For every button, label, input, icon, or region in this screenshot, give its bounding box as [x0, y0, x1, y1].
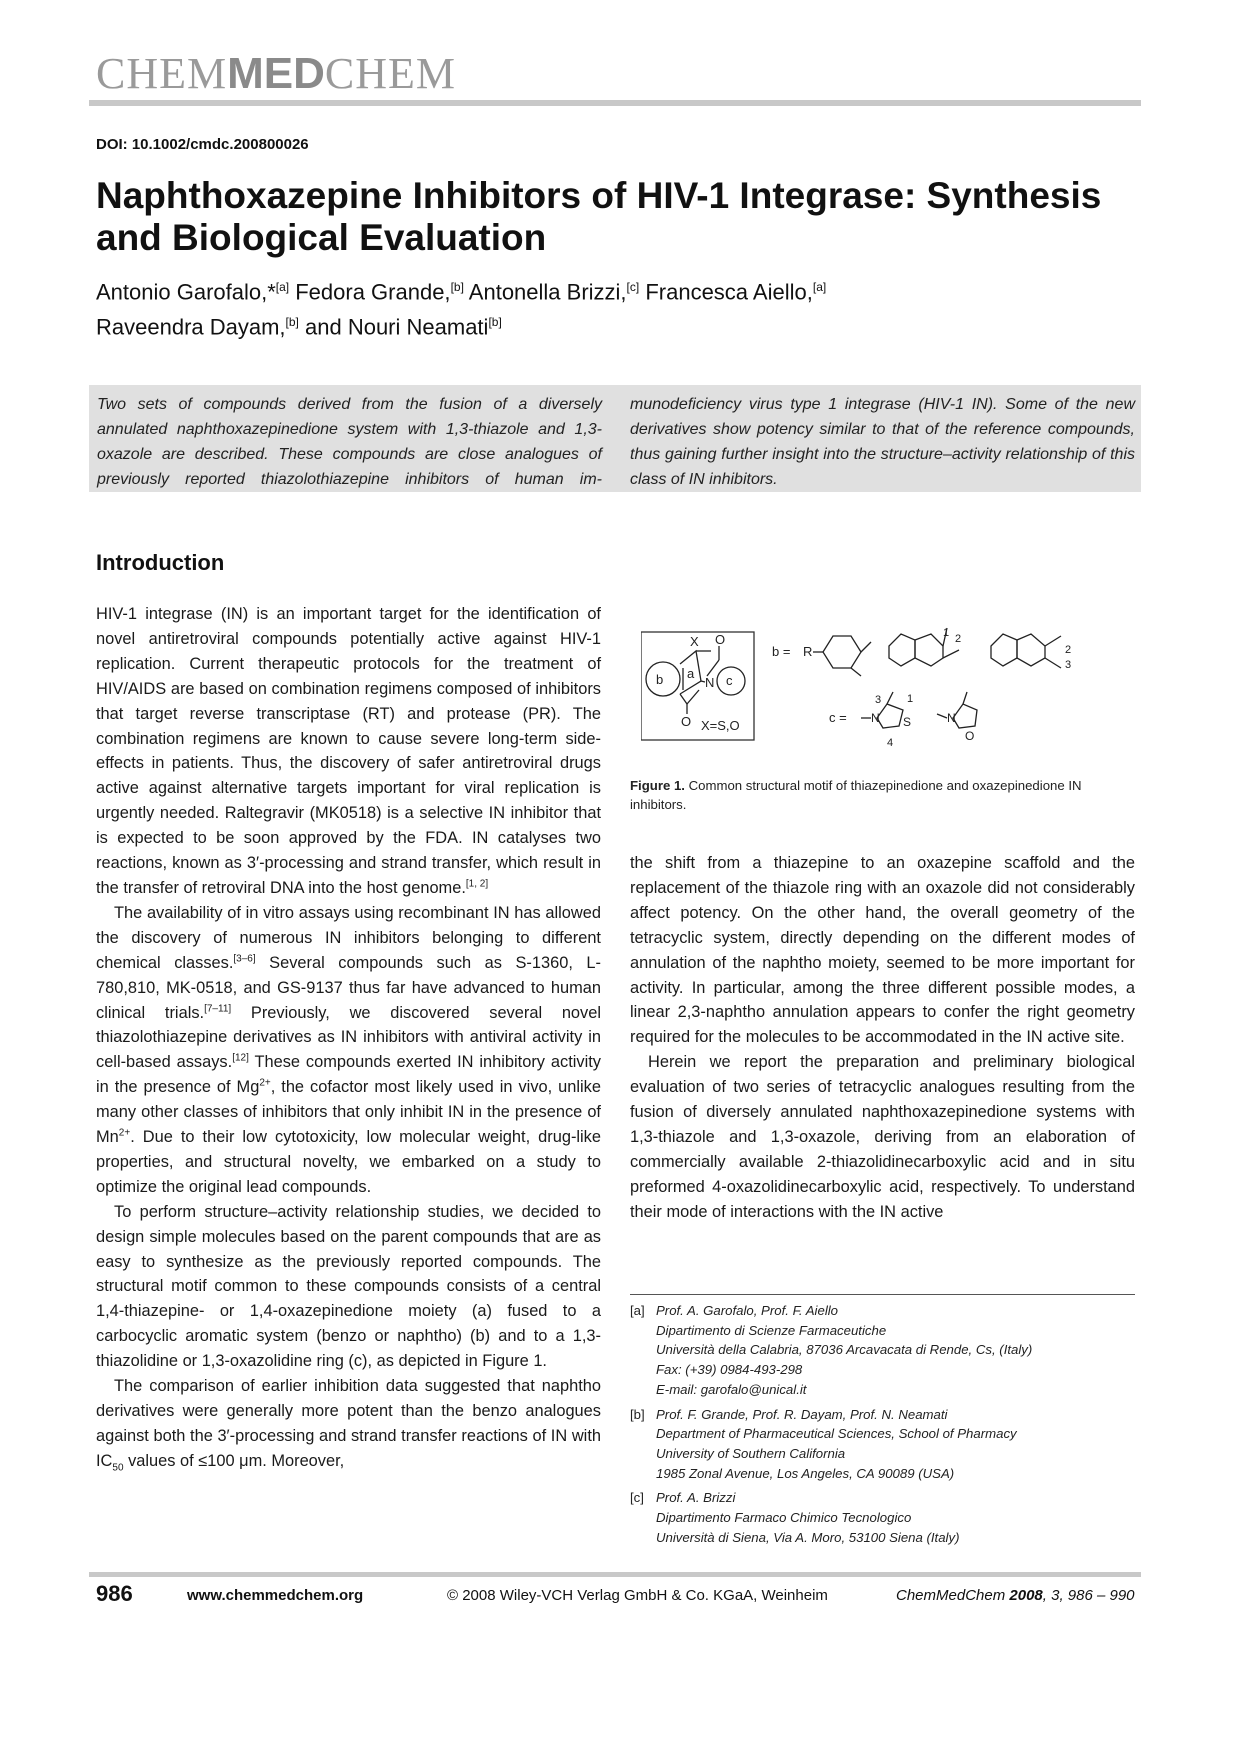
- author: Raveendra Dayam,: [96, 314, 286, 340]
- paragraph: The availability of in vitro assays using recombinant IN has allowed the discovery of numerous IN inhibitors belonging to different chemical classes.[3–6] Several compounds such as S-1360, L-780,810, MK-0518, and GS-9137 thus far have advanced to human clinical trials.[7–11] Previously, we discovered several novel thiazolothiazepine derivatives as IN inhibitors with antiviral activity in cell-based assays.[12] These compounds exerted IN inhibitory activity in the presence of $Mg^{2+}$, the cofactor most likely used in vivo, unlike many other classes of inhibitors that only inhibit IN in the presence of $Mn^{2+}$. Due to their low cytotoxicity, low molecular weight, drug-like properties, and structural novelty, we embarked on a study to optimize the original lead compounds.: [96, 903, 602, 1196]
- paragraph: Herein we report the preparation and preliminary biological evaluation of two series of tetracyclic analogues resulting from the fusion of diversely annulated naphthoxazepinedione systems with 1,3-thiazole and 1,3-oxazole, deriving from an elaboration of commercially available 2-thiazolidinecarboxylic acid and in situ preformed 4-oxazolidinecarboxylic acid, respectively. To understand their mode of interactions with the IN active: [630, 1053, 1135, 1221]
- author: Antonella Brizzi,: [463, 279, 627, 305]
- svg-text:N: N: [947, 711, 956, 725]
- copyright: © 2008 Wiley-VCH Verlag GmbH & Co. KGaA, Weinheim: [447, 1587, 828, 1604]
- footnote-rule: [630, 1294, 1135, 1295]
- svg-text:N: N: [871, 711, 880, 725]
- svg-text:3: 3: [875, 694, 882, 706]
- right-column: [630, 851, 1135, 1225]
- svg-text:S: S: [903, 715, 912, 729]
- author-list: Antonio Garofalo,*[a] Fedora Grande,[b] Antonella Brizzi,[c] Francesca Aiello,[a] Raveendra Dayam,[b] and Nouri Neamati[b]: [96, 279, 827, 340]
- author: and Nouri Neamati: [298, 314, 489, 340]
- svg-text:X=S,O: X=S,O: [701, 718, 740, 733]
- svg-text:1: 1: [907, 693, 914, 705]
- paragraph: the shift from a thiazepine to an oxazepine scaffold and the replacement of the thiazole ring with an oxazole did not considerably affect potency. On the other hand, the overall geometry of the tetracyclic system, directly depending on the different modes of annulation of the naphtho moiety, seemed to be more important for activity. In particular, among the three different possible modes, a linear 2,3-naphtho annulation appears to confer the right geometry required for the molecules to be accommodated in the IN active site.: [630, 854, 1135, 1047]
- doi: DOI: 10.1002/cmdc.200800026: [96, 136, 309, 153]
- svg-text:c =: c =: [829, 710, 847, 725]
- svg-text:R: R: [803, 644, 813, 659]
- abstract-column-2: munodeficiency virus type 1 integrase (HIV-1 IN). Some of the new derivatives show potency similar to that of the reference compounds, thus gaining further insight into the structure–activity relationship of this class of IN inhibitors.: [630, 396, 1135, 488]
- author: Antonio Garofalo,*: [96, 279, 276, 305]
- footnote: [a] Prof. A. Garofalo, Prof. F. Aiello Dipartimento di Scienze Farmaceutiche Università della Calabria, 87036 Arcavacata di Rende, Cs, (Italy) Fax: (+39) 0984-493-298 E-mail: garofalo@unical.it: [630, 1301, 1140, 1400]
- svg-text:X: X: [690, 634, 699, 649]
- svg-text:b: b: [656, 672, 664, 687]
- svg-text:3: 3: [1065, 659, 1072, 671]
- email-link[interactable]: E-mail: garofalo@unical.it: [656, 1381, 807, 1397]
- svg-text:O: O: [715, 632, 726, 647]
- abstract-column-1: Two sets of compounds derived from the fusion of a diversely annulated naphthoxazepinedione system with 1,3-thiazole and 1,3-oxazole are described. These compounds are close analogues of previously reported thiazolothiazepine inhibitors of human im-: [97, 396, 602, 488]
- svg-text:1: 1: [943, 627, 950, 639]
- footer-rule: [89, 1572, 1141, 1577]
- left-column: [96, 602, 601, 1474]
- svg-text:O: O: [965, 729, 975, 743]
- journal-logo: CHEMMEDCHEM: [96, 49, 457, 98]
- paragraph: HIV-1 integrase (IN) is an important target for the identification of novel antiretroviral compounds potentially active against HIV-1 replication. Current therapeutic protocols for the treatment of HIV/AIDS are based on combination regimens composed of inhibitors that target reverse transcriptase (RT) and protease (PR). The combination regimens are known to cause severe long-term side-effects in patients. Thus, the discovery of safer antiretroviral drugs active against alternative targets important for viral replication is urgently needed. Raltegravir (MK0518) is a selective IN inhibitor that is expected to be soon approved by the FDA. IN catalyses two reactions, known as 3′-processing and strand transfer, which result in the transfer of retroviral DNA into the host genome.[1, 2]: [96, 605, 601, 897]
- figure-1-structures: [641, 626, 1139, 752]
- section-heading: Introduction: [96, 550, 225, 575]
- svg-text:2: 2: [955, 633, 962, 645]
- author: Francesca Aiello,: [639, 279, 813, 305]
- affiliation-footnotes: [630, 1301, 1140, 1552]
- footnote: [b] Prof. F. Grande, Prof. R. Dayam, Prof. N. Neamati Department of Pharmaceutical Sciences, School of Pharmacy University of Southern California 1985 Zonal Avenue, Los Angeles, CA 90089 (USA): [630, 1406, 1017, 1481]
- footnote: [c] Prof. A. Brizzi Dipartimento Farmaco Chimico Tecnologico Università di Siena, Via A. Moro, 53100 Siena (Italy): [630, 1490, 960, 1545]
- article-title: Naphthoxazepine Inhibitors of HIV-1 Integrase: Synthesis and Biological Evaluation: [96, 175, 1102, 258]
- svg-text:4: 4: [887, 737, 894, 749]
- paragraph: To perform structure–activity relationship studies, we decided to design simple molecules based on the parent compounds that are as easy to synthesize as the previously reported compounds. The structural motif common to these compounds consists of a central 1,4-thiazepine- or 1,4-oxazepinedione moiety (a) fused to a carbocyclic aromatic system (benzo or naphtho) (b) and to a 1,3-thiazolidine or 1,3-oxazolidine ring (c), as depicted in Figure 1.: [96, 1202, 601, 1371]
- svg-text:c: c: [726, 673, 733, 688]
- page-number: 986: [96, 1581, 133, 1606]
- svg-text:O: O: [681, 714, 692, 729]
- svg-text:2: 2: [1065, 644, 1072, 656]
- citation: ChemMedChem 2008, 3, 986 – 990: [896, 1587, 1135, 1604]
- header-rule: [89, 100, 1141, 106]
- figure-caption: Figure 1. Common structural motif of thiazepinedione and oxazepinedione IN inhibitors.: [630, 778, 1082, 812]
- svg-text:N: N: [705, 675, 715, 690]
- paragraph: The comparison of earlier inhibition data suggested that naphtho derivatives were generally more potent than the benzo analogues against both the 3′-processing and strand transfer reactions of IN with $IC_{50}$ values of ≤100 μm. Moreover,: [96, 1377, 601, 1474]
- journal-url[interactable]: www.chemmedchem.org: [187, 1587, 364, 1604]
- svg-text:b =: b =: [772, 644, 791, 659]
- svg-text:a: a: [687, 666, 695, 681]
- author: Fedora Grande,: [289, 279, 451, 305]
